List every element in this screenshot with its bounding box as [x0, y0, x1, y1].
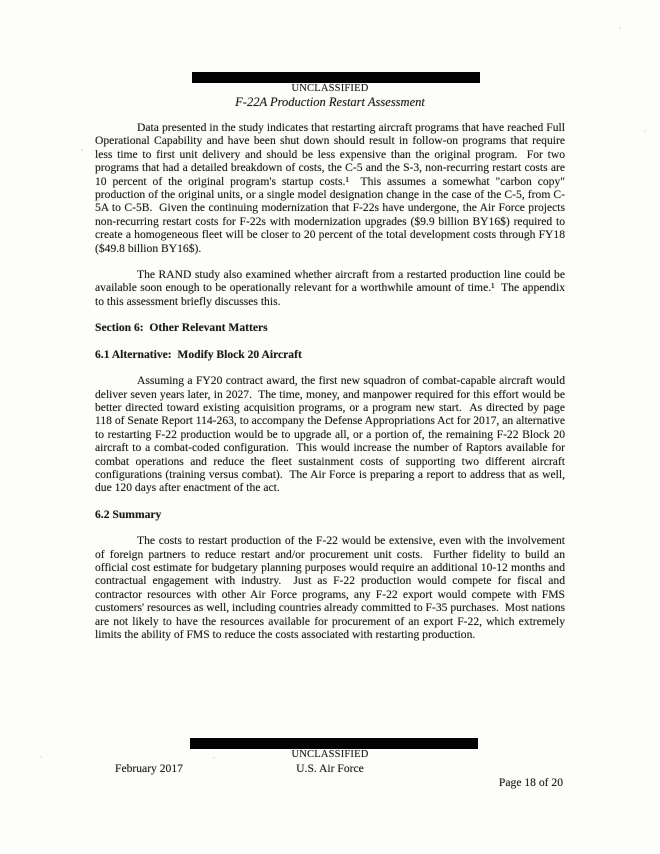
paragraph-restart-costs: Data presented in the study indicates that restarting aircraft programs that have reached Full Operational Capability and have been shut down should result in follow-on programs that require less time to first unit delivery and should be less expensive than the original program. For two programs that had a detailed breakdown of costs, the C-5 and the S-3, non-recurring restart costs are 10 percent of the original program's startup costs.¹ This assumes a somewhat "carbon copy" production of the original units, or a single model designation change in the case of the C-5, from C-5A to C-5B. Given the continuing modernization that F-22s have undergone, the Air Force projects non-recurring restart costs for F-22s with modernization upgrades ($9.9 billion BY16$) required to create a homogeneous fleet will be closer to 20 percent of the total development costs through FY18 ($49.8 billion BY16$).	[95, 121, 568, 255]
header-redaction-bar	[192, 72, 480, 83]
header-classification-banner: UNCLASSIFIED	[291, 83, 369, 94]
footer-date: February 2017	[115, 762, 183, 775]
footer-organization: U.S. Air Force	[296, 762, 364, 775]
paragraph-summary: The costs to restart production of the F-22 would be extensive, even with the involvement of foreign partners to reduce restart and/or procurement unit costs. Further fidelity to build an official cost estimate for budgetary planning purposes would require an additional 10-12 months and contractual engagement with industry. Just as F-22 production would compete for fiscal and contractor resources with other Air Force programs, any F-22 export would compete with FMS customers' resources as well, including countries already committed to F-35 purchases. Most nations are not likely to have the resources available for procurement of an export F-22, which extremely limits the ability of FMS to reduce the costs associated with restarting production.	[95, 534, 568, 641]
document-header	[0, 72, 660, 110]
document-body	[95, 121, 568, 654]
heading-6-2-summary: 6.2 Summary	[95, 507, 162, 521]
heading-section-6: Section 6: Other Relevant Matters	[95, 321, 268, 335]
document-title: F-22A Production Restart Assessment	[235, 95, 425, 109]
footer-redaction-bar	[190, 738, 478, 749]
heading-6-1-alternative: 6.1 Alternative: Modify Block 20 Aircraft	[95, 347, 302, 361]
footer-classification-banner: UNCLASSIFIED	[291, 749, 369, 760]
footer-row	[0, 762, 660, 789]
document-footer	[0, 738, 660, 761]
paragraph-block-20-alternative: Assuming a FY20 contract award, the first new squadron of combat-capable aircraft would deliver seven years later, in 2027. The time, money, and manpower required for this effort would be better directed toward existing acquisition programs, or a program new start. As directed by page 118 of Senate Report 114-263, to accompany the Defense Appropriations Act for 2017, an alternative to restarting F-22 production would be to upgrade all, or a portion of, the remaining F-22 Block 20 aircraft to a combat-coded configuration. This would increase the number of Raptors available for combat operations and reduce the fleet sustainment costs of supporting two different aircraft configurations (training versus combat). The Air Force is preparing a report to address that as well, due 120 days after enactment of the act.	[95, 374, 568, 495]
paragraph-rand-study: The RAND study also examined whether aircraft from a restarted production line could be available soon enough to be operationally relevant for a worthwhile amount of time.¹ The appendix to this assessment briefly discusses this.	[95, 268, 568, 308]
footer-page-number: Page 18 of 20	[498, 776, 563, 789]
